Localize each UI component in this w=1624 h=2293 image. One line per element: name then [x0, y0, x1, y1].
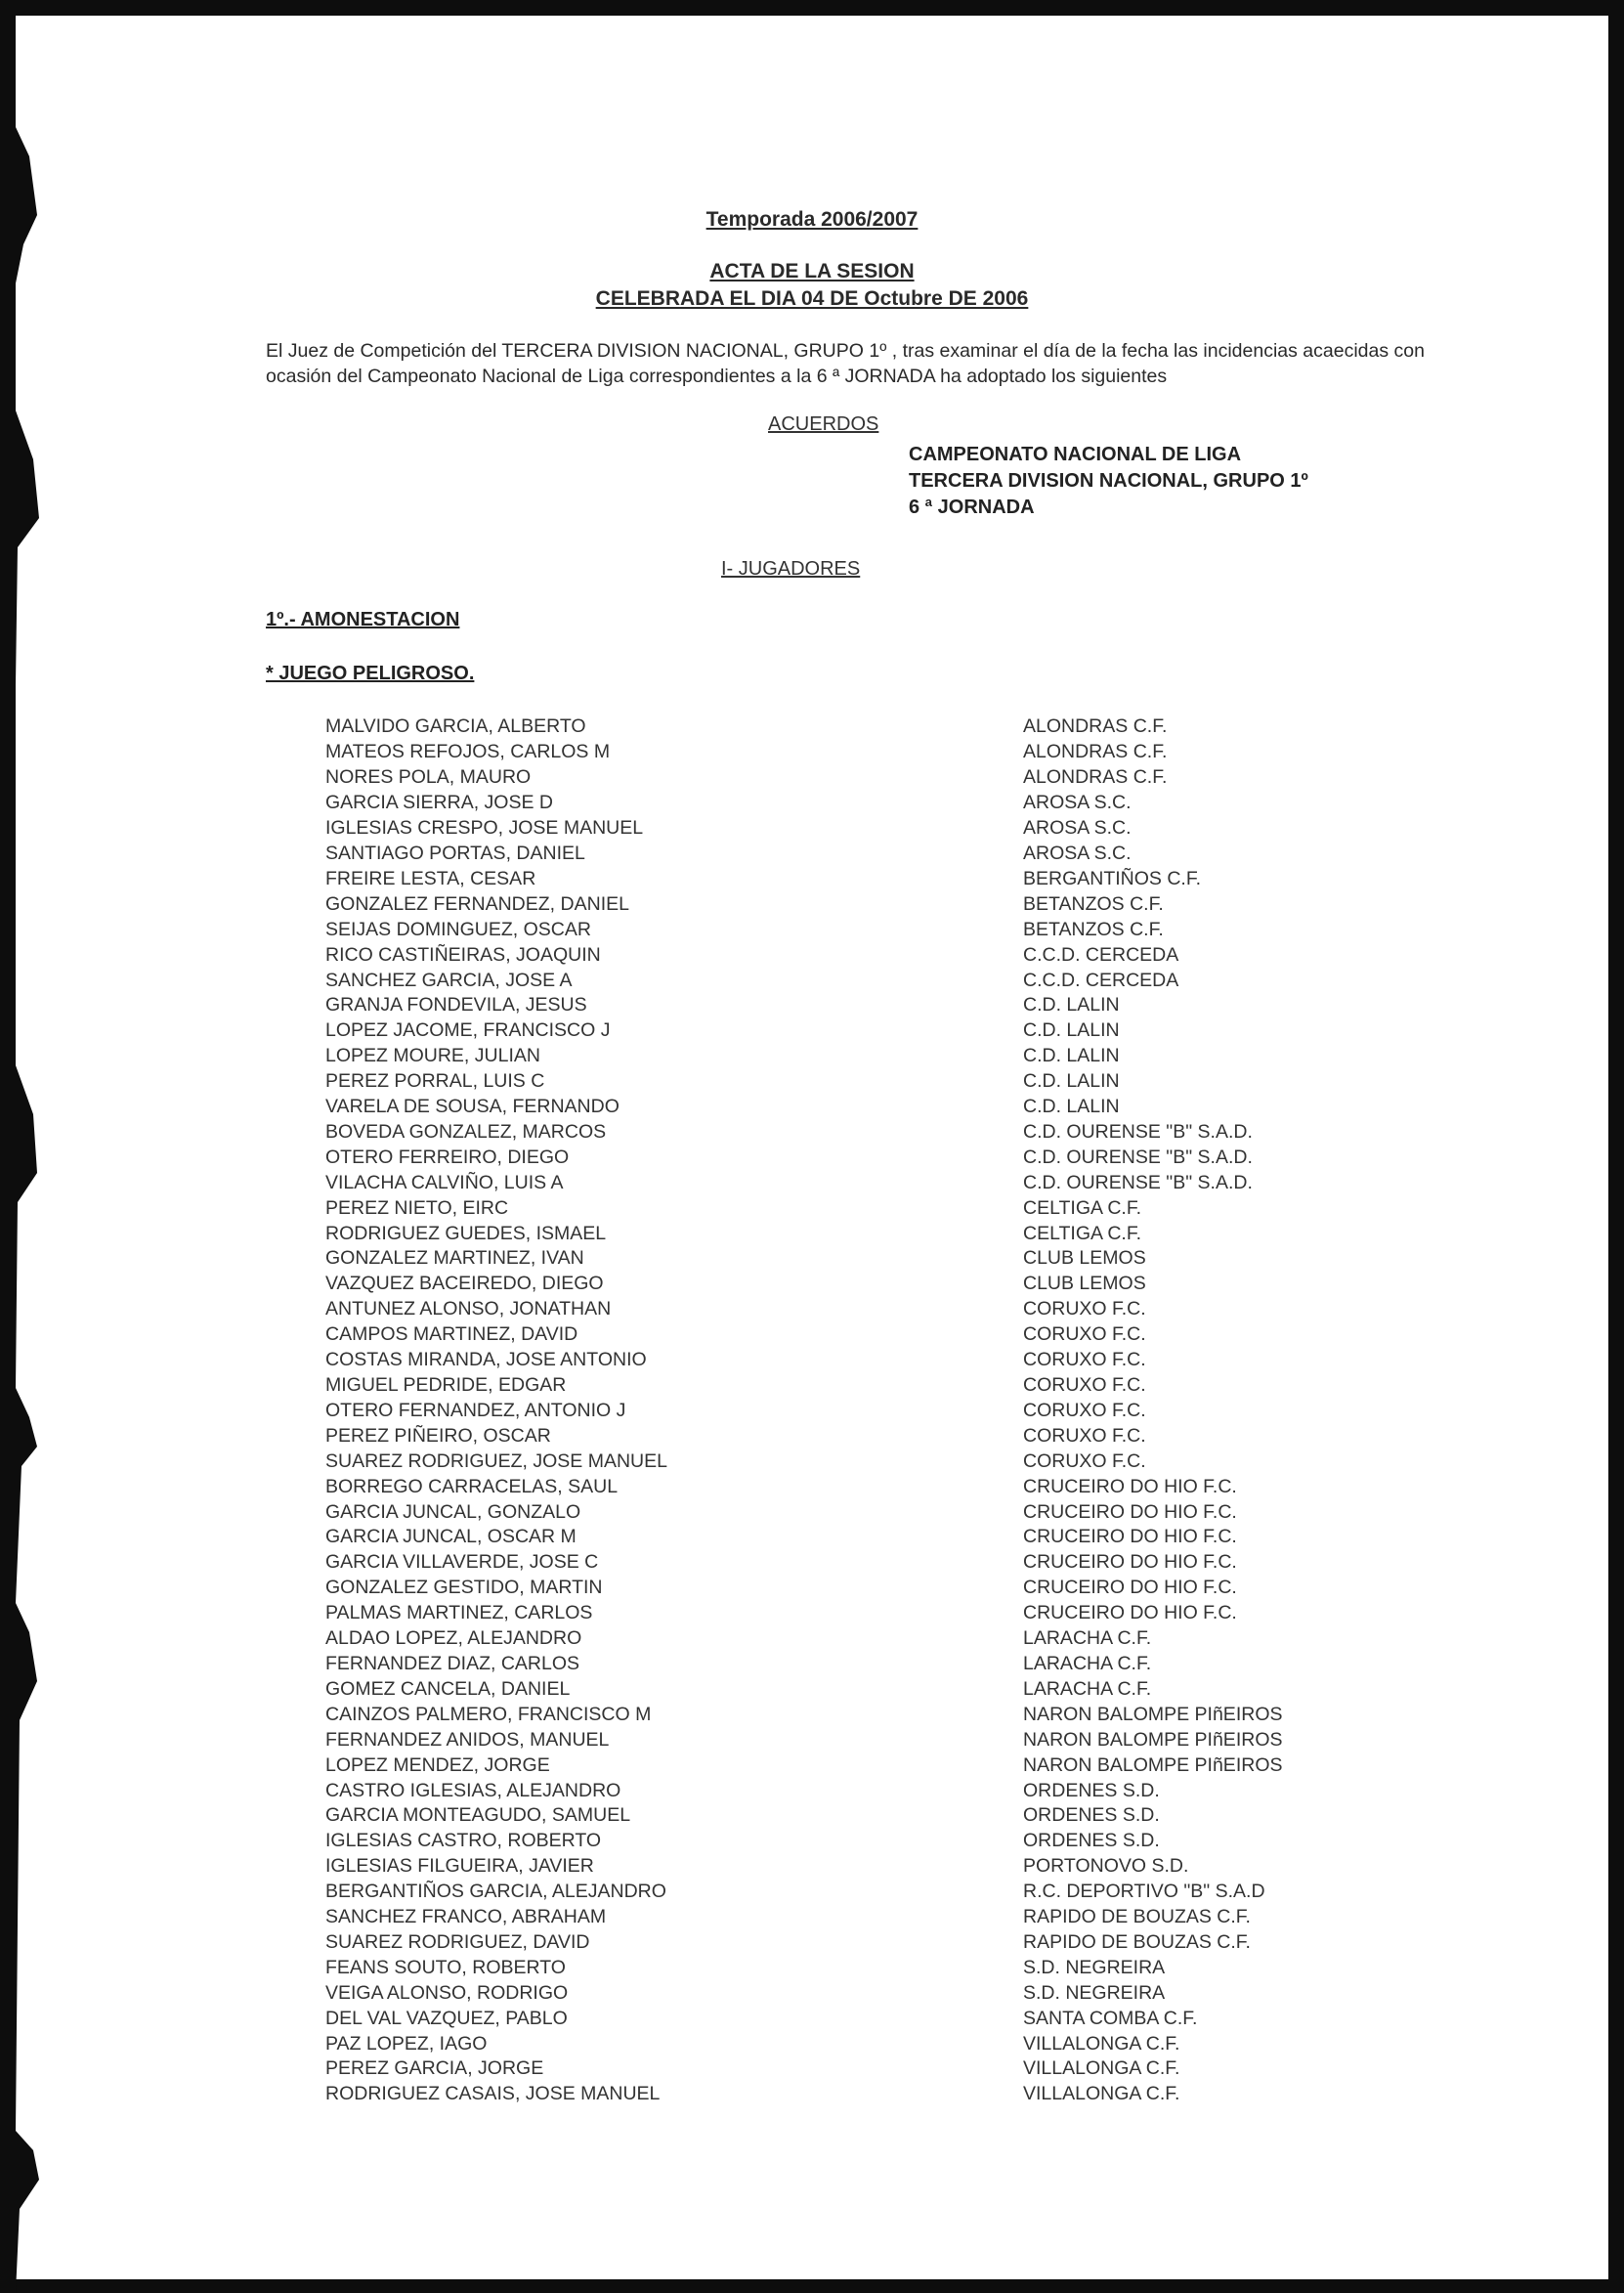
player-club: BETANZOS C.F.	[1023, 918, 1164, 940]
player-row	[325, 1601, 1400, 1626]
player-name: FERNANDEZ DIAZ, CARLOS	[325, 1652, 580, 1674]
player-name: MATEOS REFOJOS, CARLOS M	[325, 741, 611, 763]
player-club: LARACHA C.F.	[1023, 1627, 1152, 1650]
player-name: VAZQUEZ BACEIREDO, DIEGO	[325, 1273, 604, 1295]
player-name: CAINZOS PALMERO, FRANCISCO M	[325, 1703, 652, 1725]
player-name: OTERO FERREIRO, DIEGO	[325, 1146, 570, 1168]
championship-block	[909, 442, 1308, 521]
season-title: Temporada 2006/2007	[705, 208, 919, 231]
player-club: AROSA S.C.	[1023, 792, 1132, 814]
player-club: C.D. LALIN	[1023, 994, 1120, 1017]
player-row	[325, 1474, 1400, 1499]
player-club: CRUCEIRO DO HIO F.C.	[1023, 1551, 1237, 1574]
player-club: S.D. NEGREIRA	[1023, 1956, 1166, 1978]
player-club: C.C.D. CERCEDA	[1023, 943, 1179, 966]
player-row	[325, 765, 1400, 791]
player-name: PAZ LOPEZ, IAGO	[325, 2032, 488, 2055]
player-row	[325, 816, 1400, 842]
juego-peligroso-heading: * JUEGO PELIGROSO.	[266, 663, 475, 684]
player-name: PEREZ GARCIA, JORGE	[325, 2057, 544, 2080]
player-row	[325, 1980, 1400, 2006]
player-row	[325, 1195, 1400, 1221]
player-row	[325, 1727, 1400, 1752]
player-club: C.D. OURENSE "B" S.A.D.	[1023, 1171, 1253, 1193]
player-club: CORUXO F.C.	[1023, 1424, 1146, 1447]
player-name: ALDAO LOPEZ, ALEJANDRO	[325, 1627, 582, 1650]
player-club: CRUCEIRO DO HIO F.C.	[1023, 1602, 1237, 1624]
player-name: FEANS SOUTO, ROBERTO	[325, 1956, 566, 1978]
player-row	[325, 1499, 1400, 1525]
player-club: SANTA COMBA C.F.	[1023, 2007, 1198, 2029]
player-row	[325, 1044, 1400, 1069]
player-name: SUAREZ RODRIGUEZ, JOSE MANUEL	[325, 1449, 667, 1472]
player-club: RAPIDO DE BOUZAS C.F.	[1023, 1930, 1251, 1953]
player-row	[325, 740, 1400, 765]
player-name: SANCHEZ FRANCO, ABRAHAM	[325, 1906, 607, 1928]
player-name: RICO CASTIÑEIRAS, JOAQUIN	[325, 943, 601, 966]
player-name: LOPEZ JACOME, FRANCISCO J	[325, 1019, 611, 1042]
player-club: ALONDRAS C.F.	[1023, 766, 1168, 789]
player-name: CASTRO IGLESIAS, ALEJANDRO	[325, 1779, 621, 1801]
championship-line1: CAMPEONATO NACIONAL DE LIGA	[909, 444, 1242, 465]
player-name: OTERO FERNANDEZ, ANTONIO J	[325, 1399, 626, 1421]
player-row	[325, 1930, 1400, 1956]
player-name: RODRIGUEZ CASAIS, JOSE MANUEL	[325, 2083, 661, 2105]
player-row	[325, 1423, 1400, 1449]
player-name: NORES POLA, MAURO	[325, 766, 532, 789]
player-name: IGLESIAS FILGUEIRA, JAVIER	[325, 1855, 594, 1878]
player-row	[325, 2082, 1400, 2107]
acta-title-line1: ACTA DE LA SESION	[709, 260, 915, 282]
player-club: NARON BALOMPE PIñEIROS	[1023, 1703, 1283, 1725]
player-name: GARCIA VILLAVERDE, JOSE C	[325, 1551, 599, 1574]
player-row	[325, 1297, 1400, 1322]
acta-title-line2: CELEBRADA EL DIA 04 DE Octubre DE 2006	[595, 287, 1029, 310]
player-club: BETANZOS C.F.	[1023, 892, 1164, 915]
player-club: C.D. LALIN	[1023, 1019, 1120, 1042]
player-club: CORUXO F.C.	[1023, 1399, 1146, 1421]
player-name: IGLESIAS CRESPO, JOSE MANUEL	[325, 817, 644, 840]
player-club: NARON BALOMPE PIñEIROS	[1023, 1728, 1283, 1751]
player-row	[325, 1778, 1400, 1803]
player-name: SANCHEZ GARCIA, JOSE A	[325, 969, 573, 991]
player-name: BOVEDA GONZALEZ, MARCOS	[325, 1120, 607, 1143]
player-club: AROSA S.C.	[1023, 842, 1132, 864]
player-row	[325, 2056, 1400, 2082]
player-row	[325, 891, 1400, 917]
player-club: C.D. LALIN	[1023, 1096, 1120, 1118]
player-name: BORREGO CARRACELAS, SAUL	[325, 1475, 619, 1497]
player-club: LARACHA C.F.	[1023, 1652, 1152, 1674]
player-name: BERGANTIÑOS GARCIA, ALEJANDRO	[325, 1881, 666, 1903]
intro-paragraph: El Juez de Competición del TERCERA DIVISION NACIONAL, GRUPO 1º , tras examinar el día de la fecha las incidencias acaecidas con ocasión del Campeonato Nacional de Liga correspondientes a la 6 ª JORNADA ha adoptado los siguientes	[266, 340, 1425, 387]
player-row	[325, 1322, 1400, 1348]
player-row	[325, 1018, 1400, 1044]
player-row	[325, 1880, 1400, 1905]
player-row	[325, 968, 1400, 993]
player-name: GARCIA MONTEAGUDO, SAMUEL	[325, 1804, 631, 1827]
player-name: RODRIGUEZ GUEDES, ISMAEL	[325, 1222, 607, 1244]
player-name: LOPEZ MENDEZ, JORGE	[325, 1753, 550, 1776]
player-row	[325, 714, 1400, 740]
section-heading: I- JUGADORES	[721, 558, 861, 580]
player-club: LARACHA C.F.	[1023, 1677, 1152, 1700]
player-name: PEREZ NIETO, EIRC	[325, 1196, 509, 1219]
player-name: PEREZ PORRAL, LUIS C	[325, 1070, 545, 1093]
player-row	[325, 1854, 1400, 1880]
player-row	[325, 1550, 1400, 1576]
player-club: CRUCEIRO DO HIO F.C.	[1023, 1475, 1237, 1497]
player-club: CORUXO F.C.	[1023, 1298, 1146, 1320]
championship-line2: TERCERA DIVISION NACIONAL, GRUPO 1º	[909, 470, 1308, 492]
player-club: AROSA S.C.	[1023, 817, 1132, 840]
player-club: CLUB LEMOS	[1023, 1273, 1146, 1295]
player-row	[325, 791, 1400, 816]
player-club: NARON BALOMPE PIñEIROS	[1023, 1753, 1283, 1776]
player-club: R.C. DEPORTIVO "B" S.A.D	[1023, 1881, 1265, 1903]
player-row	[325, 1069, 1400, 1095]
player-row	[325, 866, 1400, 891]
player-name: MIGUEL PEDRIDE, EDGAR	[325, 1374, 567, 1397]
player-name: PALMAS MARTINEZ, CARLOS	[325, 1602, 593, 1624]
player-name: LOPEZ MOURE, JULIAN	[325, 1045, 540, 1067]
player-row	[325, 1702, 1400, 1727]
player-club: CRUCEIRO DO HIO F.C.	[1023, 1526, 1237, 1548]
player-club: S.D. NEGREIRA	[1023, 1981, 1166, 2004]
player-name: SUAREZ RODRIGUEZ, DAVID	[325, 1930, 590, 1953]
player-club: ORDENES S.D.	[1023, 1779, 1160, 1801]
player-club: CRUCEIRO DO HIO F.C.	[1023, 1577, 1237, 1599]
player-club: CELTIGA C.F.	[1023, 1196, 1141, 1219]
acuerdos-heading: ACUERDOS	[768, 413, 879, 435]
player-club: CORUXO F.C.	[1023, 1449, 1146, 1472]
player-club: C.D. OURENSE "B" S.A.D.	[1023, 1120, 1253, 1143]
player-club: ORDENES S.D.	[1023, 1804, 1160, 1827]
player-row	[325, 1626, 1400, 1652]
player-club: CLUB LEMOS	[1023, 1247, 1146, 1270]
player-name: SANTIAGO PORTAS, DANIEL	[325, 842, 585, 864]
player-club: BERGANTIÑOS C.F.	[1023, 867, 1202, 889]
player-row	[325, 1525, 1400, 1550]
player-row	[325, 993, 1400, 1018]
player-club: CORUXO F.C.	[1023, 1349, 1146, 1371]
player-name: GONZALEZ MARTINEZ, IVAN	[325, 1247, 584, 1270]
player-name: DEL VAL VAZQUEZ, PABLO	[325, 2007, 568, 2029]
player-club: CELTIGA C.F.	[1023, 1222, 1141, 1244]
player-name: GOMEZ CANCELA, DANIEL	[325, 1677, 571, 1700]
player-row	[325, 1576, 1400, 1601]
player-row	[325, 1955, 1400, 1980]
player-club: C.C.D. CERCEDA	[1023, 969, 1179, 991]
championship-line3: 6 ª JORNADA	[909, 497, 1035, 518]
player-row	[325, 1095, 1400, 1120]
player-name: VARELA DE SOUSA, FERNANDO	[325, 1096, 620, 1118]
torn-edge-decoration	[0, 0, 39, 2293]
player-row	[325, 2031, 1400, 2056]
player-club: C.D. OURENSE "B" S.A.D.	[1023, 1146, 1253, 1168]
player-club: CORUXO F.C.	[1023, 1374, 1146, 1397]
player-club: VILLALONGA C.F.	[1023, 2057, 1180, 2080]
player-row	[325, 1676, 1400, 1702]
player-row	[325, 1398, 1400, 1423]
player-club: VILLALONGA C.F.	[1023, 2083, 1180, 2105]
player-name: CAMPOS MARTINEZ, DAVID	[325, 1323, 578, 1346]
player-name: SEIJAS DOMINGUEZ, OSCAR	[325, 918, 591, 940]
player-row	[325, 842, 1400, 867]
player-club: CRUCEIRO DO HIO F.C.	[1023, 1500, 1237, 1523]
player-row	[325, 1246, 1400, 1272]
player-club: ORDENES S.D.	[1023, 1830, 1160, 1852]
player-row	[325, 1373, 1400, 1399]
player-row	[325, 1752, 1400, 1778]
player-name: GARCIA JUNCAL, OSCAR M	[325, 1526, 577, 1548]
player-club: ALONDRAS C.F.	[1023, 741, 1168, 763]
amonestacion-heading: 1º.- AMONESTACION	[266, 609, 460, 630]
player-club: VILLALONGA C.F.	[1023, 2032, 1180, 2055]
player-row	[325, 1120, 1400, 1146]
player-name: VILACHA CALVIÑO, LUIS A	[325, 1171, 564, 1193]
player-club: ALONDRAS C.F.	[1023, 715, 1168, 738]
player-club: RAPIDO DE BOUZAS C.F.	[1023, 1906, 1251, 1928]
player-name: PEREZ PIÑEIRO, OSCAR	[325, 1424, 551, 1447]
player-row	[325, 942, 1400, 968]
player-row	[325, 917, 1400, 942]
player-name: GONZALEZ GESTIDO, MARTIN	[325, 1577, 603, 1599]
player-club: C.D. LALIN	[1023, 1045, 1120, 1067]
player-name: COSTAS MIRANDA, JOSE ANTONIO	[325, 1349, 647, 1371]
players-list	[325, 714, 1400, 2107]
player-name: ANTUNEZ ALONSO, JONATHAN	[325, 1298, 612, 1320]
player-name: GRANJA FONDEVILA, JESUS	[325, 994, 587, 1017]
player-name: VEIGA ALONSO, RODRIGO	[325, 1981, 569, 2004]
player-club: C.D. LALIN	[1023, 1070, 1120, 1093]
player-row	[325, 1221, 1400, 1246]
player-club: CORUXO F.C.	[1023, 1323, 1146, 1346]
player-name: IGLESIAS CASTRO, ROBERTO	[325, 1830, 602, 1852]
player-row	[325, 2006, 1400, 2031]
player-row	[325, 1803, 1400, 1829]
player-row	[325, 1829, 1400, 1854]
player-name: GARCIA JUNCAL, GONZALO	[325, 1500, 581, 1523]
player-name: FERNANDEZ ANIDOS, MANUEL	[325, 1728, 610, 1751]
player-name: GARCIA SIERRA, JOSE D	[325, 792, 553, 814]
player-club: PORTONOVO S.D.	[1023, 1855, 1189, 1878]
player-row	[325, 1905, 1400, 1930]
player-name: MALVIDO GARCIA, ALBERTO	[325, 715, 586, 738]
player-row	[325, 1348, 1400, 1373]
player-name: GONZALEZ FERNANDEZ, DANIEL	[325, 892, 629, 915]
player-row	[325, 1449, 1400, 1474]
player-row	[325, 1170, 1400, 1195]
player-row	[325, 1652, 1400, 1677]
player-row	[325, 1272, 1400, 1297]
player-row	[325, 1145, 1400, 1170]
player-name: FREIRE LESTA, CESAR	[325, 867, 536, 889]
